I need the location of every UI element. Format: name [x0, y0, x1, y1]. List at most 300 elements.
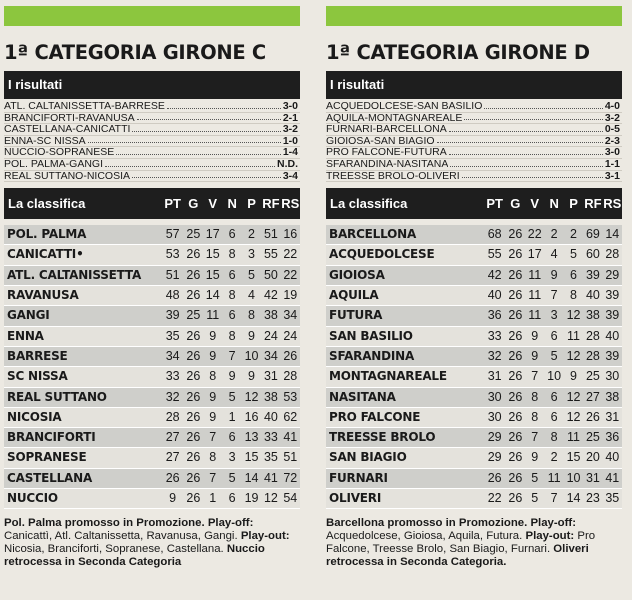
stat-v: 9	[209, 328, 217, 343]
standings-row	[4, 245, 300, 265]
stat-n: 6	[228, 430, 236, 445]
result-match: SFARANDINA-NASITANA	[326, 158, 449, 170]
stat-n: 5	[550, 348, 558, 363]
stat-p: 3	[248, 247, 255, 262]
stat-p: 10	[244, 348, 259, 363]
stat-rf: 27	[585, 389, 600, 404]
stat-v: 7	[209, 430, 217, 445]
stat-rs: 51	[283, 450, 298, 465]
stat-rs: 53	[283, 389, 298, 404]
stat-rs: 31	[605, 409, 620, 424]
stat-g: 26	[186, 328, 201, 343]
result-score: 3-2	[604, 111, 620, 124]
standings-row	[4, 225, 300, 245]
stat-pt: 31	[487, 369, 502, 384]
stat-p: 15	[244, 450, 259, 465]
standings-row	[4, 408, 300, 428]
standings-row	[326, 245, 622, 265]
result-row	[4, 159, 300, 171]
stat-pt: 34	[165, 348, 180, 363]
stat-v: 8	[531, 409, 539, 424]
stat-rs: 35	[605, 491, 620, 506]
stat-rf: 38	[585, 308, 600, 323]
standings-row	[4, 448, 300, 468]
stat-n: 9	[550, 267, 558, 282]
dot-leader	[437, 136, 603, 144]
result-row	[326, 159, 622, 171]
stat-p: 14	[566, 491, 581, 506]
season-note	[4, 517, 300, 569]
stat-v: 5	[531, 470, 539, 485]
stat-pt: 30	[487, 389, 502, 404]
stat-rf: 38	[263, 389, 278, 404]
result-score: 1-0	[282, 134, 298, 147]
stat-p: 12	[566, 348, 581, 363]
dot-leader	[132, 124, 280, 132]
col-pt: PT	[486, 196, 503, 212]
stat-rf: 69	[585, 227, 600, 242]
stat-rs: 28	[605, 247, 620, 262]
stat-rs: 39	[605, 348, 620, 363]
standings-row	[326, 327, 622, 347]
stat-n: 3	[228, 450, 236, 465]
standings-row	[326, 469, 622, 489]
team-name: FUTURA	[329, 308, 383, 323]
team-name: BRANCIFORTI	[7, 430, 96, 445]
team-name: POL. PALMA	[7, 227, 87, 242]
stat-g: 26	[508, 491, 523, 506]
standings-table	[326, 225, 622, 509]
stat-g: 26	[186, 267, 201, 282]
stat-pt: 26	[165, 470, 180, 485]
stat-g: 26	[508, 288, 523, 303]
standings-row	[4, 347, 300, 367]
stat-pt: 22	[487, 491, 502, 506]
team-name: SAN BIAGIO	[329, 450, 407, 465]
team-name: MONTAGNAREALE	[329, 369, 447, 384]
stat-rs: 39	[605, 308, 620, 323]
result-row	[326, 147, 622, 159]
stat-n: 6	[550, 409, 558, 424]
stat-v: 14	[205, 288, 220, 303]
stat-n: 6	[550, 389, 558, 404]
standings-row	[326, 306, 622, 326]
dot-leader	[464, 113, 602, 121]
playout-label: Play-out:	[525, 530, 575, 543]
stat-p: 12	[566, 409, 581, 424]
stat-rf: 39	[585, 267, 600, 282]
stat-rf: 42	[263, 288, 278, 303]
stat-rf: 40	[263, 409, 278, 424]
team-name: GANGI	[7, 308, 50, 323]
result-match: NUCCIO-SOPRANESE	[4, 147, 115, 158]
stat-rs: 40	[605, 450, 620, 465]
stat-rf: 41	[263, 470, 278, 485]
result-score: 2-1	[282, 111, 298, 124]
result-match: FURNARI-BARCELLONA	[326, 124, 447, 135]
standings-row	[4, 469, 300, 489]
team-name: SC NISSA	[7, 369, 68, 384]
stat-rs: 29	[605, 267, 620, 282]
team-name: PRO FALCONE	[329, 409, 421, 424]
stat-n: 5	[228, 389, 236, 404]
stat-p: 16	[244, 409, 259, 424]
results-list	[4, 99, 300, 182]
stat-rs: 62	[283, 409, 298, 424]
standings-row	[326, 225, 622, 245]
team-name: OLIVERI	[329, 491, 382, 506]
stat-p: 11	[567, 328, 581, 343]
stat-v: 22	[527, 227, 542, 242]
team-name: ENNA	[7, 328, 44, 343]
team-name: NASITANA	[329, 389, 396, 404]
stat-rs: 22	[283, 267, 298, 282]
stat-n: 10	[547, 369, 562, 384]
stat-v: 11	[528, 267, 542, 282]
stat-p: 2	[570, 227, 577, 242]
stat-v: 9	[209, 389, 217, 404]
standings-header	[4, 188, 300, 219]
promoted-text: Barcellona promosso in Promozione.	[326, 517, 528, 530]
promoted-text: Pol. Palma promosso in Promozione.	[4, 517, 205, 530]
dot-leader	[484, 101, 602, 109]
stat-p: 12	[566, 389, 581, 404]
dot-leader	[167, 101, 281, 109]
result-row	[4, 136, 300, 148]
col-rf: RF	[584, 196, 602, 212]
result-match: AQUILA-MONTAGNAREALE	[326, 112, 463, 124]
stat-g: 26	[186, 288, 201, 303]
stat-g: 26	[186, 348, 201, 363]
stat-rf: 23	[585, 491, 600, 506]
stat-p: 8	[570, 288, 577, 303]
stat-pt: 30	[487, 409, 502, 424]
stat-pt: 36	[487, 308, 502, 323]
stat-rs: 30	[605, 369, 620, 384]
stat-g: 26	[508, 247, 523, 262]
team-name: NICOSIA	[7, 409, 62, 424]
result-row	[4, 113, 300, 125]
team-name: CASTELLANA	[7, 470, 93, 485]
stat-g: 26	[186, 491, 201, 506]
standings-label: La classifica	[330, 196, 408, 212]
stat-v: 7	[531, 430, 539, 445]
stat-p: 19	[244, 491, 259, 506]
stat-pt: 42	[487, 267, 502, 282]
stat-pt: 39	[165, 308, 180, 323]
team-name: SFARANDINA	[329, 348, 415, 363]
team-name: RAVANUSA	[7, 288, 79, 303]
stat-g: 26	[186, 247, 201, 262]
stat-g: 26	[508, 267, 523, 282]
col-rs: RS	[281, 196, 300, 212]
stat-g: 26	[186, 430, 201, 445]
stat-n: 7	[550, 288, 558, 303]
girone-c-column	[4, 0, 300, 569]
standings-row	[4, 327, 300, 347]
header-accent-bar	[326, 6, 622, 26]
stat-pt: 27	[165, 430, 180, 445]
stat-rs: 16	[283, 227, 298, 242]
stat-p: 10	[566, 470, 581, 485]
col-p: P	[247, 196, 256, 212]
stat-v: 11	[528, 308, 542, 323]
playout-teams: Nicosia, Branciforti, Sopranese, Castellana.	[4, 543, 224, 556]
result-match: BRANCIFORTI-RAVANUSA	[4, 112, 135, 124]
stat-p: 11	[567, 430, 581, 445]
result-row	[4, 101, 300, 113]
team-name: GIOIOSA	[329, 267, 385, 282]
stat-g: 26	[186, 450, 201, 465]
standings-row	[326, 347, 622, 367]
stat-n: 2	[550, 450, 558, 465]
col-n: N	[227, 196, 237, 212]
dot-leader	[450, 159, 602, 167]
stat-rs: 22	[283, 247, 298, 262]
stat-n: 6	[228, 308, 236, 323]
result-match: PRO FALCONE-FUTURA	[326, 147, 447, 158]
result-match: POL. PALMA-GANGI	[4, 158, 103, 170]
stat-rf: 25	[585, 430, 600, 445]
standings-row	[326, 286, 622, 306]
stat-pt: 53	[165, 247, 180, 262]
season-note	[326, 517, 622, 569]
stat-n: 5	[228, 470, 236, 485]
stat-n: 3	[550, 308, 558, 323]
stat-n: 8	[228, 328, 236, 343]
stat-p: 8	[248, 308, 255, 323]
standings-row	[326, 408, 622, 428]
standings-row	[4, 286, 300, 306]
stat-pt: 33	[165, 369, 180, 384]
stat-rf: 28	[585, 348, 600, 363]
stat-g: 26	[508, 470, 523, 485]
stat-n: 6	[228, 491, 236, 506]
stat-rf: 40	[585, 288, 600, 303]
stat-g: 26	[186, 369, 201, 384]
col-g: G	[188, 196, 199, 212]
standings-row	[326, 266, 622, 286]
standings-row	[4, 489, 300, 509]
team-name: SOPRANESE	[7, 450, 87, 465]
stat-rs: 14	[605, 227, 620, 242]
playoff-label: Play-off:	[530, 517, 577, 530]
stat-n: 1	[228, 409, 236, 424]
stat-g: 26	[508, 308, 523, 323]
result-score: 3-1	[604, 169, 620, 182]
stat-pt: 27	[165, 450, 180, 465]
stat-pt: 57	[165, 227, 180, 242]
stat-pt: 26	[487, 470, 502, 485]
stat-rf: 26	[585, 409, 600, 424]
stat-g: 26	[508, 450, 523, 465]
stat-rf: 28	[585, 328, 600, 343]
stat-pt: 51	[165, 267, 180, 282]
relegated-text: Oliveri retrocessa in Seconda Categoria.	[326, 543, 589, 569]
result-score: 1-1	[604, 157, 620, 170]
dot-leader	[116, 147, 281, 155]
stat-v: 9	[531, 328, 539, 343]
team-name: BARCELLONA	[329, 227, 417, 242]
stat-v: 8	[209, 450, 217, 465]
dot-leader	[462, 171, 603, 179]
stat-pt: 29	[487, 450, 502, 465]
standings-row	[326, 489, 622, 509]
stat-v: 15	[205, 267, 220, 282]
stat-p: 4	[248, 288, 255, 303]
stat-n: 4	[550, 247, 558, 262]
stat-rs: 28	[283, 369, 298, 384]
stat-rs: 38	[605, 389, 620, 404]
result-row	[326, 113, 622, 125]
stat-n: 2	[550, 227, 558, 242]
stat-rf: 50	[263, 267, 278, 282]
result-row	[4, 124, 300, 136]
stat-rs: 41	[283, 430, 298, 445]
stat-n: 9	[228, 369, 236, 384]
girone-d-column	[326, 0, 622, 569]
stat-p: 6	[570, 267, 577, 282]
stat-pt: 9	[169, 491, 177, 506]
result-match: REAL SUTTANO-NICOSIA	[4, 170, 131, 182]
stat-v: 17	[205, 227, 220, 242]
team-name: FURNARI	[329, 470, 388, 485]
stat-v: 15	[205, 247, 220, 262]
col-p: P	[569, 196, 578, 212]
stat-pt: 28	[165, 409, 180, 424]
standings-label: La classifica	[8, 196, 86, 212]
stat-v: 5	[531, 491, 539, 506]
standings-row	[4, 367, 300, 387]
col-pt: PT	[164, 196, 181, 212]
playoff-label: Play-off:	[207, 517, 254, 530]
result-score: 1-4	[282, 146, 298, 159]
stat-v: 8	[531, 389, 539, 404]
col-n: N	[549, 196, 559, 212]
stat-rs: 54	[283, 491, 298, 506]
team-name: AQUILA	[329, 288, 379, 303]
relegated-text: Nuccio retrocessa in Seconda Categoria	[4, 543, 265, 569]
stat-g: 26	[186, 409, 201, 424]
stat-pt: 29	[487, 430, 502, 445]
stat-rs: 19	[283, 288, 298, 303]
result-row	[326, 101, 622, 113]
stat-n: 8	[228, 247, 236, 262]
stat-pt: 35	[165, 328, 180, 343]
stat-v: 9	[209, 409, 217, 424]
stat-rf: 24	[263, 328, 278, 343]
stat-g: 26	[508, 227, 523, 242]
stat-g: 25	[186, 227, 201, 242]
team-name: ATL. CALTANISSETTA	[7, 267, 142, 282]
stat-g: 26	[508, 409, 523, 424]
stat-n: 8	[550, 430, 558, 445]
col-rs: RS	[603, 196, 622, 212]
stat-p: 13	[244, 430, 259, 445]
team-name: CANICATTI•	[7, 247, 84, 262]
stat-rf: 12	[263, 491, 278, 506]
stat-rs: 39	[605, 288, 620, 303]
stat-rs: 34	[283, 308, 298, 323]
result-row	[326, 124, 622, 136]
standings-row	[4, 388, 300, 408]
col-rf: RF	[262, 196, 280, 212]
stat-n: 7	[550, 491, 558, 506]
stat-rf: 31	[263, 369, 278, 384]
standings-row	[326, 448, 622, 468]
stat-p: 9	[570, 369, 577, 384]
stat-v: 8	[209, 369, 217, 384]
group-title: 1ª CATEGORIA GIRONE D	[326, 41, 590, 64]
stat-g: 26	[508, 389, 523, 404]
result-score: 3-0	[282, 100, 298, 112]
stat-v: 9	[531, 348, 539, 363]
stat-g: 26	[186, 470, 201, 485]
stat-pt: 48	[165, 288, 180, 303]
result-score: 3-4	[282, 169, 298, 182]
results-header: I risultati	[326, 71, 622, 99]
dot-leader	[88, 136, 281, 144]
stat-pt: 55	[487, 247, 502, 262]
stat-rs: 26	[283, 348, 298, 363]
standings-header	[326, 188, 622, 219]
col-v: V	[208, 196, 218, 212]
stat-pt: 32	[487, 348, 502, 363]
stat-v: 9	[209, 348, 217, 363]
standings-table	[4, 225, 300, 509]
standings-row	[4, 266, 300, 286]
stat-rf: 38	[263, 308, 278, 323]
dot-leader	[137, 113, 281, 121]
stat-v: 9	[531, 450, 539, 465]
stat-rs: 24	[283, 328, 298, 343]
stat-rf: 31	[585, 470, 600, 485]
team-name: SAN BASILIO	[329, 328, 413, 343]
result-match: TREESSE BROLO-OLIVERI	[326, 170, 460, 182]
team-name: REAL SUTTANO	[7, 389, 107, 404]
result-row	[326, 136, 622, 148]
dot-leader	[449, 124, 603, 132]
result-row	[326, 171, 622, 183]
stat-v: 11	[206, 308, 220, 323]
result-score: N.D.	[277, 157, 298, 170]
stat-rf: 20	[585, 450, 600, 465]
playoff-teams: Canicattì, Atl. Caltanissetta, Ravanusa, Gangi.	[4, 530, 238, 543]
standings-row	[326, 428, 622, 448]
team-name: BARRESE	[7, 348, 68, 363]
result-score: 3-0	[604, 146, 620, 159]
group-title: 1ª CATEGORIA GIRONE C	[4, 41, 266, 64]
stat-rf: 34	[263, 348, 278, 363]
result-match: CASTELLANA-CANICATTI	[4, 124, 131, 135]
standings-row	[326, 388, 622, 408]
stat-p: 12	[566, 308, 581, 323]
stat-pt: 68	[487, 227, 502, 242]
team-name: NUCCIO	[7, 491, 58, 506]
header-accent-bar	[4, 6, 300, 26]
stat-v: 7	[531, 369, 539, 384]
results-header: I risultati	[4, 71, 300, 99]
col-v: V	[530, 196, 540, 212]
result-score: 0-5	[604, 123, 620, 136]
team-name: ACQUEDOLCESE	[329, 247, 435, 262]
playoff-teams: Acquedolcese, Gioiosa, Aquila, Futura.	[326, 530, 523, 543]
stat-p: 12	[244, 389, 259, 404]
stat-g: 26	[508, 348, 523, 363]
dot-leader	[132, 171, 281, 179]
dot-leader	[105, 159, 275, 167]
standings-row	[4, 306, 300, 326]
